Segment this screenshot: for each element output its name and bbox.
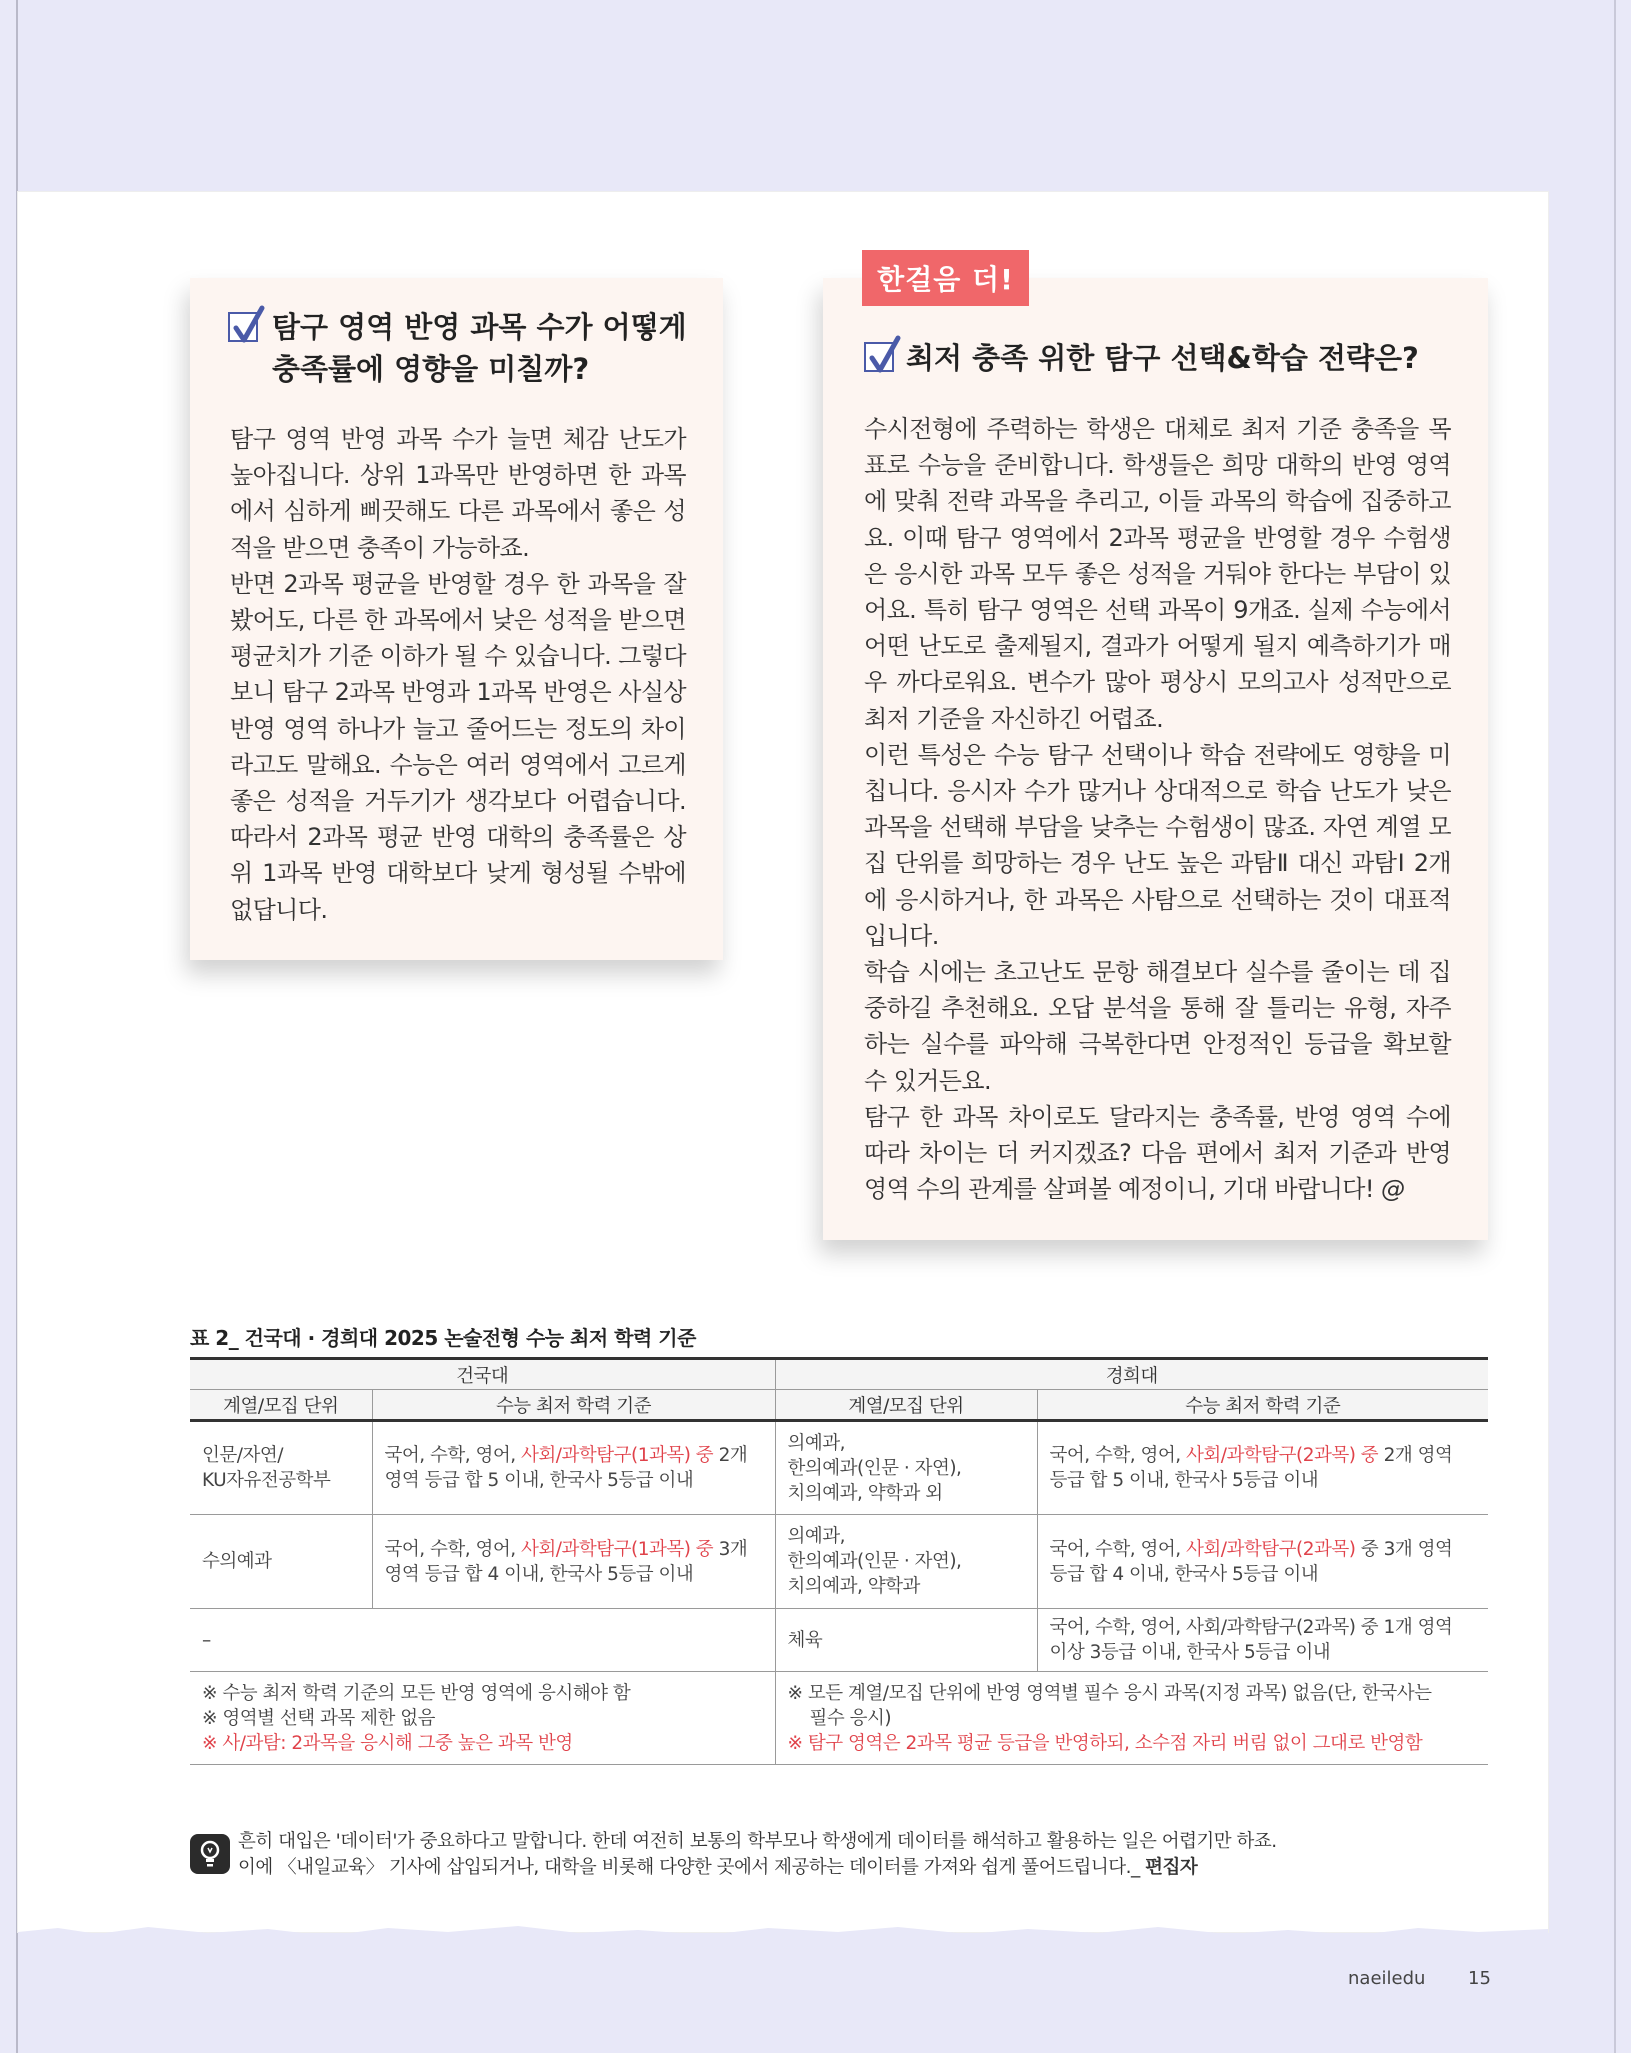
table-row bbox=[190, 1609, 1488, 1672]
unit-cell: 체육 bbox=[775, 1609, 1037, 1672]
table-row bbox=[190, 1515, 1488, 1609]
criteria-cell: 국어, 수학, 영어, 사회/과학탐구(2과목) 중 1개 영역 이상 3등급 이내, 한국사 5등급 이내 bbox=[1037, 1609, 1488, 1672]
left-heading-line1: 탐구 영역 반영 과목 수가 어떻게 bbox=[272, 310, 687, 344]
right-paragraph: 탐구 한 과목 차이로도 달라지는 충족률, 반영 영역 수에 따라 차이는 더 커지겠죠? 다음 편에서 최저 기준과 반영 영역 수의 관계를 살펴볼 예정이니, 기대 바랍니다! @ bbox=[864, 1102, 1451, 1204]
footer-brand: naeiledu bbox=[1348, 1968, 1426, 1989]
unit-cell: 인문/자연/ KU자유전공학부 bbox=[190, 1421, 372, 1515]
right-box-body bbox=[864, 411, 1451, 1207]
unit-cell: 의예과, 한의예과(인문 · 자연), 치의예과, 약학과 bbox=[775, 1515, 1037, 1609]
table-row bbox=[190, 1421, 1488, 1515]
criteria-cell: 국어, 수학, 영어, 사회/과학탐구(2과목) 중 2개 영역 등급 합 5 이내, 한국사 5등급 이내 bbox=[1037, 1421, 1488, 1515]
school-a-header: 건국대 bbox=[190, 1359, 775, 1390]
one-more-step-badge: 한걸음 더! bbox=[862, 250, 1029, 306]
end-mark-icon: @ bbox=[1380, 1175, 1405, 1204]
notes-cell: ※ 수능 최저 학력 기준의 모든 반영 영역에 응시해야 함 ※ 영역별 선택 과목 제한 없음 ※ 사/과탐: 2과목을 응시해 그중 높은 과목 반영 bbox=[190, 1672, 775, 1765]
col-criteria-header: 수능 최저 학력 기준 bbox=[1037, 1390, 1488, 1421]
col-unit-header: 계열/모집 단위 bbox=[775, 1390, 1037, 1421]
notes-cell: ※ 모든 계열/모집 단위에 반영 영역별 필수 응시 과목(지정 과목) 없음(단, 한국사는 필수 응시) ※ 탐구 영역은 2과목 평균 등급을 반영하되, 소수점 자리 버림 없이 그대로 반영함 bbox=[775, 1672, 1488, 1765]
left-box-heading bbox=[272, 306, 687, 390]
checkbox-icon bbox=[228, 312, 258, 342]
col-unit-header: 계열/모집 단위 bbox=[190, 1390, 372, 1421]
criteria-cell: 국어, 수학, 영어, 사회/과학탐구(2과목) 중 3개 영역 등급 합 4 이내, 한국사 5등급 이내 bbox=[1037, 1515, 1488, 1609]
school-b-header: 경희대 bbox=[775, 1359, 1488, 1390]
right-paragraph: 이런 특성은 수능 탐구 선택이나 학습 전략에도 영향을 미칩니다. 응시자 수가 많거나 상대적으로 학습 난도가 낮은 과목을 선택해 부담을 낮추는 수험생이 많죠. 자연 계열 모집 단위를 희망하는 경우 난도 높은 과탐Ⅱ 대신 과탐Ⅰ 2개에 응시하거나, 한 과목은 사탐으로 선택하는 것이 대표적입니다. bbox=[864, 740, 1451, 950]
right-paragraph: 학습 시에는 초고난도 문항 해결보다 실수를 줄이는 데 집중하길 추천해요. 오답 분석을 통해 잘 틀리는 유형, 자주 하는 실수를 파악해 극복한다면 안정적인 등급을 확보할 수 있거든요. bbox=[864, 958, 1451, 1095]
table-notes-row bbox=[190, 1672, 1488, 1765]
criteria-table bbox=[190, 1357, 1488, 1765]
right-box-heading: 최저 충족 위한 탐구 선택&학습 전략은? bbox=[906, 341, 1419, 375]
editor-note-line: 흔히 대입은 '데이터'가 중요하다고 말합니다. 한데 여전히 보통의 학부모나 학생에게 데이터를 해석하고 활용하는 일은 어렵기만 하죠. bbox=[238, 1831, 1277, 1852]
criteria-cell: 국어, 수학, 영어, 사회/과학탐구(1과목) 중 2개 영역 등급 합 5 이내, 한국사 5등급 이내 bbox=[372, 1421, 775, 1515]
lightbulb-icon bbox=[190, 1834, 230, 1874]
left-box-body bbox=[230, 421, 686, 928]
editor-signature: 편집자 bbox=[1145, 1857, 1198, 1878]
left-paragraph: 반면 2과목 평균을 반영할 경우 한 과목을 잘 봤어도, 다른 한 과목에서 낮은 성적을 받으면 평균치가 기준 이하가 될 수 있습니다. 그렇다 보니 탐구 2과목 반영과 1과목 반영은 사실상 반영 영역 하나가 늘고 줄어드는 정도의 차이라고도 말해요. 수능은 여러 영역에서 고르게 좋은 성적을 거두기가 생각보다 어렵습니다. 따라서 2과목 평균 반영 대학의 충족률은 상위 1과목 반영 대학보다 낮게 형성될 수밖에 없답니다. bbox=[230, 569, 686, 924]
unit-cell: 수의예과 bbox=[190, 1515, 372, 1609]
col-criteria-header: 수능 최저 학력 기준 bbox=[372, 1390, 775, 1421]
editor-note bbox=[238, 1829, 1277, 1881]
table-caption: 표 2_ 건국대 · 경희대 2025 논술전형 수능 최저 학력 기준 bbox=[190, 1326, 696, 1350]
unit-cell: – bbox=[190, 1609, 775, 1672]
criteria-cell: 국어, 수학, 영어, 사회/과학탐구(1과목) 중 3개 영역 등급 합 4 이내, 한국사 5등급 이내 bbox=[372, 1515, 775, 1609]
torn-paper-edge bbox=[18, 1918, 1548, 1948]
editor-note-line: 이에 〈내일교육〉 기사에 삽입되거나, 대학을 비롯해 다양한 곳에서 제공하는 데이터를 가져와 쉽게 풀어드립니다._ 편집자 bbox=[238, 1857, 1198, 1878]
checkbox-icon bbox=[864, 342, 894, 372]
left-paragraph: 탐구 영역 반영 과목 수가 늘면 체감 난도가 높아집니다. 상위 1과목만 반영하면 한 과목에서 심하게 삐끗해도 다른 과목에서 좋은 성적을 받으면 충족이 가능하죠. bbox=[230, 425, 686, 562]
right-paragraph: 수시전형에 주력하는 학생은 대체로 최저 기준 충족을 목표로 수능을 준비합니다. 학생들은 희망 대학의 반영 영역에 맞춰 전략 과목을 추리고, 이들 과목의 학습에 집중하고요. 이때 탐구 영역에서 2과목 평균을 반영할 경우 수험생은 응시한 과목 모두 좋은 성적을 거둬야 한다는 부담이 있어요. 특히 탐구 영역은 선택 과목이 9개죠. 실제 수능에서 어떤 난도로 출제될지, 결과가 어떻게 될지 예측하기가 매우 까다로워요. 변수가 많아 평상시 모의고사 성적만으로 최저 기준을 자신하긴 어렵죠. bbox=[864, 415, 1451, 733]
page-number: 15 bbox=[1468, 1968, 1491, 1989]
left-heading-line2: 충족률에 영향을 미칠까? bbox=[272, 352, 590, 386]
unit-cell: 의예과, 한의예과(인문 · 자연), 치의예과, 약학과 외 bbox=[775, 1421, 1037, 1515]
